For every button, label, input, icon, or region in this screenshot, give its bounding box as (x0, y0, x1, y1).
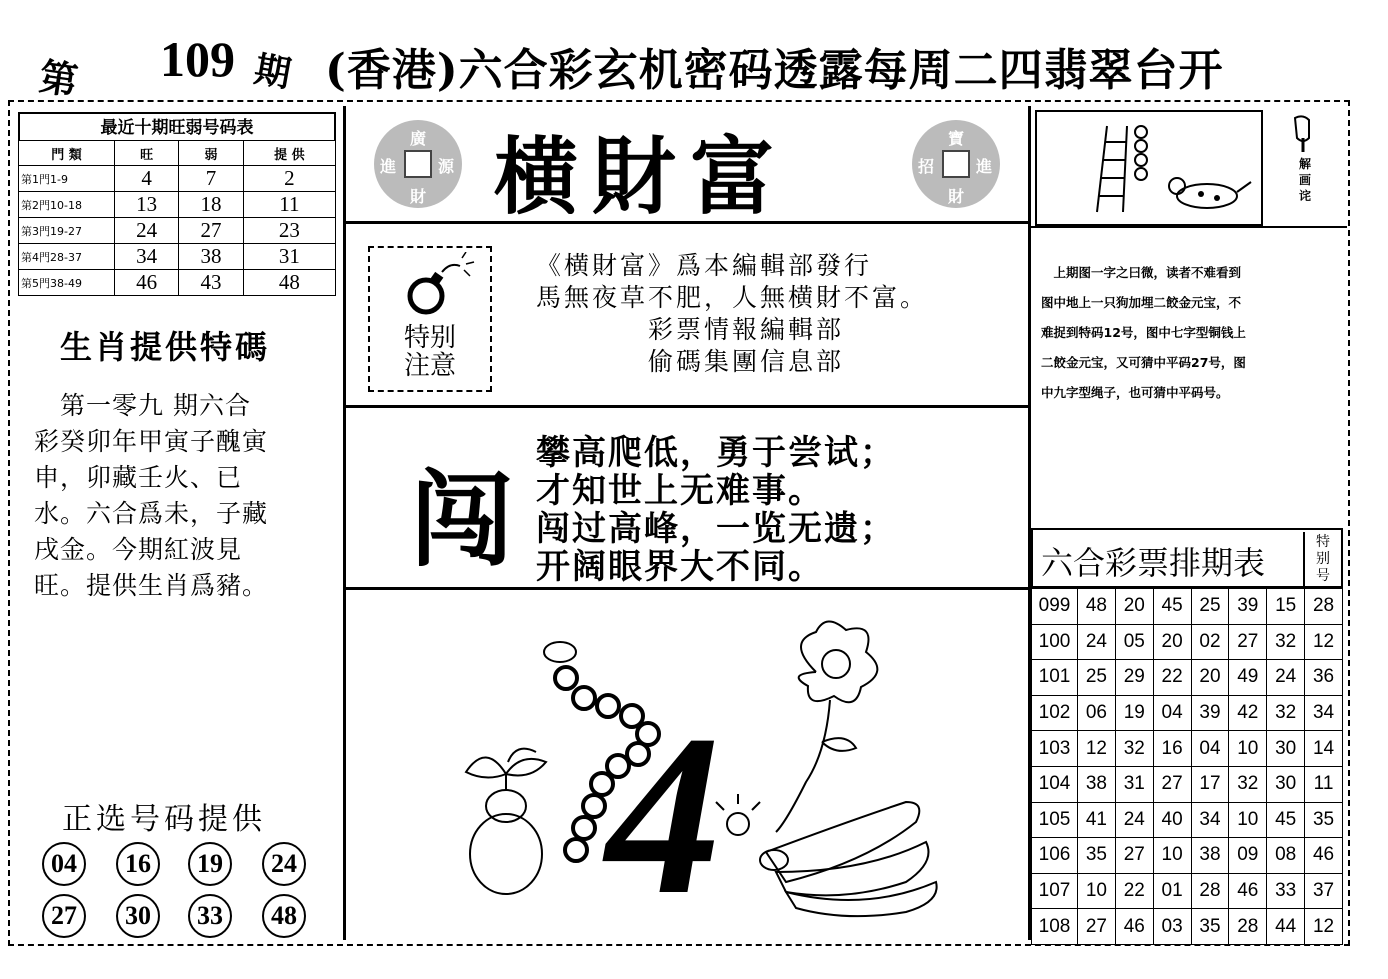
number-cell: 10 (1078, 873, 1116, 909)
notice-line: 偷碼集團信息部 (536, 347, 845, 376)
brand-logo-text: 横財富 (494, 127, 789, 226)
number-cell: 10 (1229, 802, 1267, 838)
hint-label (1297, 156, 1313, 204)
special-number-cell: 28 (1305, 589, 1343, 625)
hot-cold-table-caption: 最近十期旺弱号码表 (18, 112, 336, 140)
number-cell: 28 (1191, 873, 1229, 909)
number-cell: 29 (1115, 660, 1153, 696)
picks-title: 正选号码提供 (62, 802, 266, 837)
number-cell: 20 (1153, 624, 1191, 660)
hot-value: 24 (115, 218, 179, 244)
left-column (14, 106, 346, 940)
hot-value: 34 (115, 244, 179, 270)
period-cell: 103 (1032, 731, 1078, 767)
number-cell: 48 (1078, 589, 1116, 625)
number-cell: 30 (1267, 766, 1305, 802)
coin-char: 寶 (948, 129, 965, 148)
ladder-drawing (1037, 112, 1263, 224)
cold-value: 7 (179, 166, 243, 192)
coin-icon-right (912, 120, 1000, 208)
number-cell: 25 (1078, 660, 1116, 696)
pick-number: 30 (116, 894, 160, 938)
row-label: 第3門19-27 (19, 218, 115, 244)
offered-value: 23 (243, 218, 335, 244)
riddle-digit: 4 (606, 687, 721, 940)
number-cell: 32 (1229, 766, 1267, 802)
number-cell: 33 (1267, 873, 1305, 909)
number-cell: 04 (1191, 731, 1229, 767)
number-cell: 46 (1115, 909, 1153, 945)
notice-section (346, 226, 1028, 408)
number-cell: 05 (1115, 624, 1153, 660)
cold-value: 43 (179, 270, 243, 296)
cold-value: 38 (179, 244, 243, 270)
zodiac-line: 戌金。今期紅波見 (34, 535, 243, 564)
period-cell: 108 (1032, 909, 1078, 945)
number-cell: 15 (1267, 589, 1305, 625)
coin-char: 進 (380, 157, 397, 176)
special-number-label (1303, 532, 1341, 586)
number-cell: 17 (1191, 766, 1229, 802)
number-cell: 32 (1267, 695, 1305, 731)
table-row (1032, 766, 1343, 802)
schedule-title: 六合彩票排期表 (1041, 544, 1266, 582)
notice-badge (368, 246, 492, 392)
table-row (1032, 731, 1343, 767)
notice-line: 馬無夜草不肥，人無横財不富。 (536, 283, 929, 312)
number-cell: 19 (1115, 695, 1153, 731)
special-number-cell: 37 (1305, 873, 1343, 909)
column-header: 旺 (115, 141, 179, 166)
offered-value: 2 (243, 166, 335, 192)
row-label: 第2門10-18 (19, 192, 115, 218)
poem-text (536, 434, 896, 586)
period-cell: 102 (1032, 695, 1078, 731)
zodiac-line: 彩癸卯年甲寅子醜寅 (34, 427, 269, 456)
number-cell: 45 (1153, 589, 1191, 625)
zodiac-line: 申，卯藏壬火、已 (34, 463, 243, 492)
number-cell: 27 (1115, 838, 1153, 874)
issue-number: 109 (160, 31, 235, 87)
table-row (1032, 589, 1343, 625)
explanation-text (1041, 258, 1341, 408)
special-number-cell: 35 (1305, 802, 1343, 838)
issue-suffix: 期 (251, 48, 294, 96)
notice-label-line: 注意 (403, 351, 456, 381)
hot-value: 13 (115, 192, 179, 218)
number-cell: 39 (1191, 695, 1229, 731)
pointing-hand-icon (1289, 114, 1317, 154)
number-cell: 44 (1267, 909, 1305, 945)
number-cell: 24 (1267, 660, 1305, 696)
special-number-cell: 12 (1305, 909, 1343, 945)
special-number-cell: 14 (1305, 731, 1343, 767)
period-cell: 105 (1032, 802, 1078, 838)
number-cell: 16 (1153, 731, 1191, 767)
coin-char: 招 (918, 157, 935, 176)
number-cell: 24 (1078, 624, 1116, 660)
number-cell: 35 (1078, 838, 1116, 874)
zodiac-line: 第一零九 期六合 (34, 391, 251, 420)
pick-number: 27 (42, 894, 86, 938)
coin-char: 財 (410, 187, 427, 206)
flower-icon (776, 621, 877, 832)
hot-value: 46 (115, 270, 179, 296)
table-row (1032, 695, 1343, 731)
issue-prefix: 第 (36, 53, 81, 104)
number-cell: 31 (1115, 766, 1153, 802)
notice-label (370, 324, 490, 380)
pick-number: 04 (42, 842, 86, 886)
hint-label-char: 诧 (1298, 189, 1311, 203)
coin-icon-left (374, 120, 462, 208)
table-row (1032, 838, 1343, 874)
explanation-line: 二餃金元宝，又可猜中平码27号，图 (1041, 355, 1246, 370)
explanation-line: 上期图一字之曰微，读者不难看到 (1041, 265, 1242, 280)
cold-value: 18 (179, 192, 243, 218)
number-cell: 27 (1229, 624, 1267, 660)
zodiac-body (34, 388, 334, 604)
number-cell: 40 (1153, 802, 1191, 838)
pick-number: 19 (188, 842, 232, 886)
coin-char: 廣 (410, 129, 427, 148)
explanation-section (1031, 226, 1347, 496)
column-header: 弱 (179, 141, 243, 166)
special-label-char: 别 (1316, 551, 1330, 567)
number-cell: 32 (1115, 731, 1153, 767)
number-cell: 10 (1229, 731, 1267, 767)
ladder-icon (1097, 126, 1127, 212)
pick-number: 48 (262, 894, 306, 938)
number-cell: 41 (1078, 802, 1116, 838)
table-row (19, 218, 336, 244)
number-cell: 30 (1267, 731, 1305, 767)
notice-line: 彩票情報編輯部 (536, 315, 845, 344)
poem-section (346, 410, 1028, 590)
column-header: 門 類 (19, 141, 115, 166)
right-column (1028, 106, 1344, 940)
special-number-cell: 36 (1305, 660, 1343, 696)
period-cell: 107 (1032, 873, 1078, 909)
number-cell: 34 (1191, 802, 1229, 838)
table-row (19, 192, 336, 218)
special-number-cell: 12 (1305, 624, 1343, 660)
cold-value: 27 (179, 218, 243, 244)
table-row (19, 244, 336, 270)
offered-value: 48 (243, 270, 335, 296)
number-cell: 08 (1267, 838, 1305, 874)
special-number-cell: 11 (1305, 766, 1343, 802)
coin-char: 進 (976, 157, 993, 176)
special-label-char: 特 (1316, 534, 1330, 550)
notice-label-line: 特别 (403, 323, 456, 353)
number-cell: 28 (1229, 909, 1267, 945)
coin-char: 財 (948, 187, 965, 206)
number-cell: 04 (1153, 695, 1191, 731)
period-cell: 101 (1032, 660, 1078, 696)
table-header-row (19, 141, 336, 166)
number-cell: 22 (1153, 660, 1191, 696)
number-cell: 35 (1191, 909, 1229, 945)
riddle-drawing (346, 592, 1028, 940)
middle-column (346, 106, 1028, 940)
coin-char: 源 (438, 157, 455, 176)
poem-line: 闯过高峰，一览无遗； (536, 509, 896, 549)
table-row (1032, 802, 1343, 838)
explanation-line: 难捉到特码12号，图中七字型铜钱上 (1041, 325, 1246, 340)
number-cell: 49 (1229, 660, 1267, 696)
notice-text (536, 250, 928, 378)
period-cell: 100 (1032, 624, 1078, 660)
schedule-header (1031, 528, 1343, 588)
number-cell: 20 (1191, 660, 1229, 696)
number-cell: 24 (1115, 802, 1153, 838)
offered-value: 31 (243, 244, 335, 270)
sun-icon (716, 794, 760, 835)
hot-cold-table (18, 112, 336, 296)
notice-line: 《横財富》爲本編輯部發行 (536, 251, 873, 280)
number-cell: 06 (1078, 695, 1116, 731)
number-cell: 32 (1267, 624, 1305, 660)
hint-label-char: 解 (1298, 157, 1311, 171)
logo-banner (346, 106, 1028, 224)
pick-number: 16 (116, 842, 160, 886)
number-cell: 46 (1229, 873, 1267, 909)
coin-chain-icon (1135, 126, 1147, 180)
pick-number: 33 (188, 894, 232, 938)
table-row (19, 166, 336, 192)
number-cell: 03 (1153, 909, 1191, 945)
number-cell: 38 (1191, 838, 1229, 874)
zodiac-title: 生肖提供特碼 (60, 328, 271, 366)
number-cell: 27 (1078, 909, 1116, 945)
poem-line: 开阔眼界大不同。 (536, 547, 824, 587)
number-cell: 01 (1153, 873, 1191, 909)
poem-line: 攀高爬低，勇于尝试； (536, 433, 896, 473)
special-number-cell: 34 (1305, 695, 1343, 731)
gourd-icon (466, 749, 546, 894)
dog-icon (1169, 178, 1251, 208)
ladder-illustration (1035, 110, 1263, 226)
table-row (1032, 660, 1343, 696)
period-cell: 104 (1032, 766, 1078, 802)
number-cell: 38 (1078, 766, 1116, 802)
row-label: 第1門1-9 (19, 166, 115, 192)
pick-number: 24 (262, 842, 306, 886)
zodiac-line: 旺。提供生肖爲豬。 (34, 571, 269, 600)
number-cell: 09 (1229, 838, 1267, 874)
hint-label-char: 画 (1298, 173, 1311, 187)
special-number-cell: 46 (1305, 838, 1343, 874)
zodiac-line: 水。六合爲未，子藏 (34, 499, 269, 528)
explanation-line: 图中地上一只狗加埋二餃金元宝，不 (1041, 295, 1242, 310)
number-cell: 22 (1115, 873, 1153, 909)
number-cell: 45 (1267, 802, 1305, 838)
row-label: 第4門28-37 (19, 244, 115, 270)
number-cell: 02 (1191, 624, 1229, 660)
page-header (36, 20, 1340, 104)
number-cell: 39 (1229, 589, 1267, 625)
table-row (1032, 873, 1343, 909)
hot-value: 4 (115, 166, 179, 192)
poem-key-char: 闯 (410, 459, 515, 581)
number-cell: 12 (1078, 731, 1116, 767)
number-cell: 10 (1153, 838, 1191, 874)
table-row (19, 270, 336, 296)
schedule-table (1031, 588, 1343, 945)
special-label-char: 号 (1316, 568, 1330, 584)
column-header: 提 供 (243, 141, 335, 166)
offered-value: 11 (243, 192, 335, 218)
period-cell: 099 (1032, 589, 1078, 625)
explanation-line: 中九字型绳子，也可猜中平码号。 (1041, 385, 1229, 400)
number-cell: 20 (1115, 589, 1153, 625)
page-title: (香港)六合彩玄机密码透露每周二四翡翠台开 (325, 45, 1224, 96)
row-label: 第5門38-49 (19, 270, 115, 296)
poem-line: 才知世上无难事。 (536, 471, 824, 511)
table-row (1032, 624, 1343, 660)
riddle-illustration (346, 592, 1028, 940)
bomb-icon (370, 252, 490, 322)
number-cell: 42 (1229, 695, 1267, 731)
period-cell: 106 (1032, 838, 1078, 874)
table-row (1032, 909, 1343, 945)
number-cell: 27 (1153, 766, 1191, 802)
number-cell: 25 (1191, 589, 1229, 625)
